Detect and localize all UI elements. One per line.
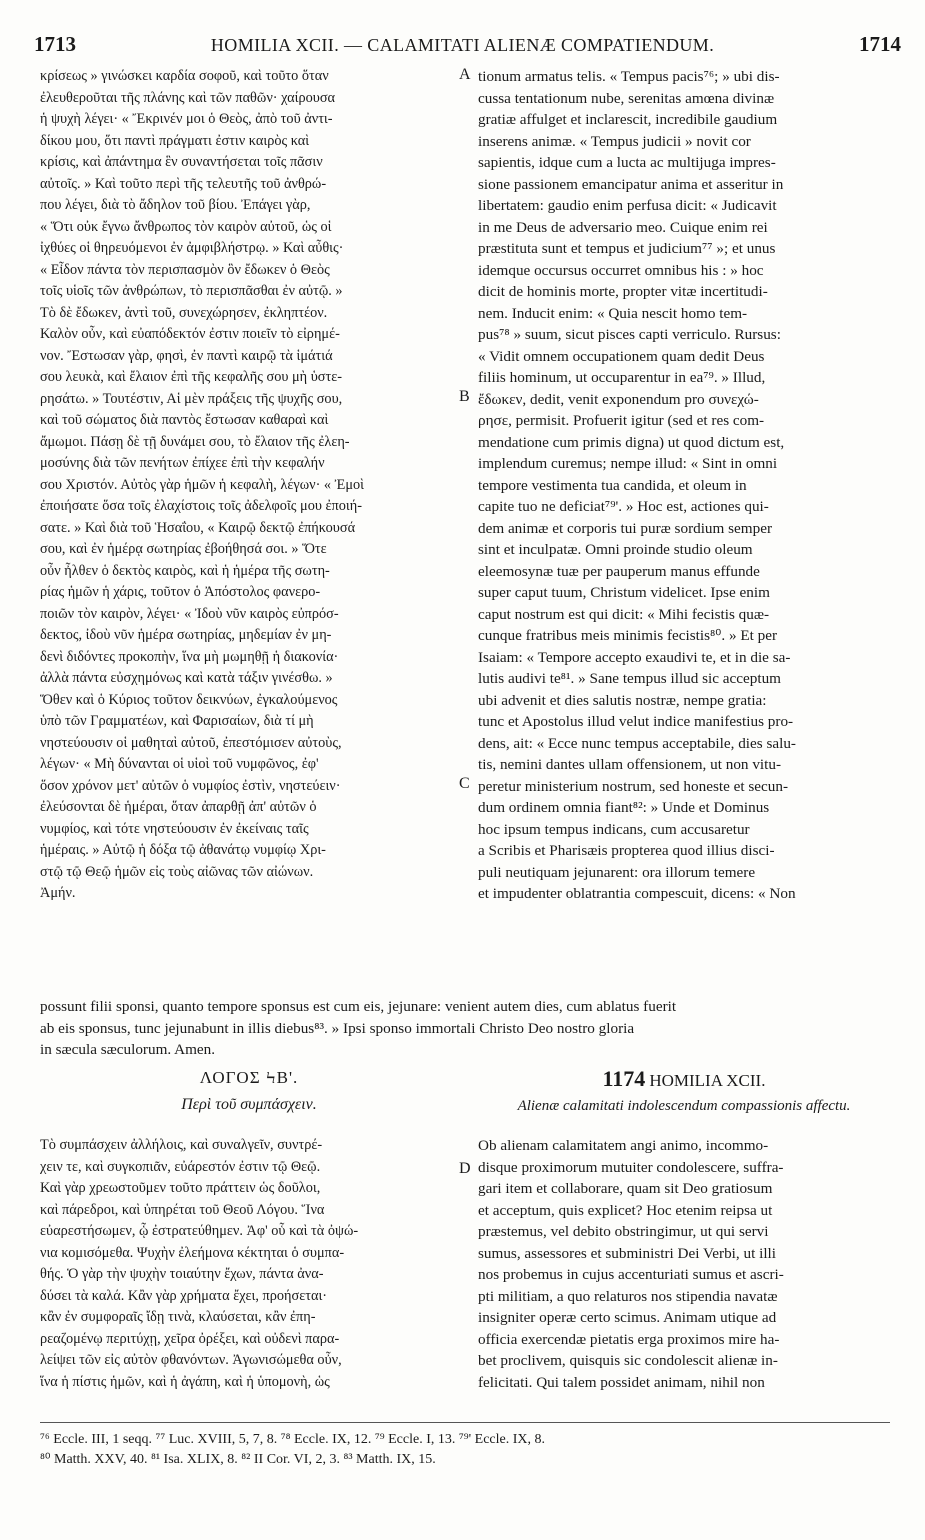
footnotes: [40, 1430, 890, 1470]
latin-text-line: tis, nemini dantes ullam offensionem, ut non vitu-: [478, 756, 782, 773]
latin-text-line: gratiæ affulget et inclarescit, incredibile gaudium: [478, 111, 778, 128]
greek-text-line: τοῖς υἱοῖς τῶν ἀνθρώπων, τὸ περισπᾶσθαι ἐν αὐτῷ. »: [40, 283, 343, 299]
greek-text-line: οὖν ἦλθεν ὁ δεκτὸς καιρὸς, καὶ ἡ ἡμέρα τῆς σωτη-: [40, 562, 330, 579]
latin-text-line: officia exercendæ pietatis erga proximos mire ha-: [478, 1330, 780, 1348]
latin-text-line: dem animæ et corporis tui puræ sordium semper: [478, 519, 772, 537]
latin-text-line: sione passionem emancipatur anima et asseritur in: [478, 175, 784, 193]
latin-text-line: capite tuo ne deficiat⁷⁹'. » Hoc est, actiones qui-: [478, 498, 769, 515]
latin-text-line: dens, ait: « Ecce nunc tempus acceptabile, dies salu-: [478, 734, 796, 752]
latin-text-line: nos probemus in cujus accenturiati sumus et ascri-: [478, 1266, 784, 1283]
latin-text-line: cunque fratribus meis minimis fecistis⁸⁰. » Et per: [478, 627, 778, 644]
greek-text-line: ἰχθύες οἱ θηρευόμενοι ἐν ἀμφιβλήστρῳ. » Καὶ αὖθις·: [40, 240, 344, 256]
greek-text-line: Καὶ γὰρ χρεωστοῦμεν τοῦτο πράττειν ὡς δοῦλοι,: [40, 1180, 321, 1196]
greek-text-line: κρίσεως » γινώσκει καρδία σοφοῦ, καὶ τοῦτο ὅταν: [40, 68, 329, 84]
latin-text-line: tionum armatus telis. « Tempus pacis⁷⁶; » ubi dis-: [478, 68, 780, 85]
greek-text-line: λέγων· « Μὴ δύνανται οἱ υἱοὶ τοῦ νυμφῶνος, ἐφ': [40, 756, 319, 772]
greek-text-line: σατε. » Καὶ διὰ τοῦ Ἡσαΐου, « Καιρῷ δεκτῷ ἐπήκουσά: [40, 519, 356, 536]
greek-text-line: ἡ ψυχὴ λέγει· « Ἔκρινέν μοι ὁ Θεὸς, ἀπὸ τοῦ ἀντι-: [40, 111, 333, 127]
latin-text-line: inserens animæ. « Tempus judicii » novit cor: [478, 132, 751, 150]
greek-text-line: ρεαζομένῳ περιτύχῃ, χεῖρα ὀρέξει, καὶ οὐδενὶ παρα-: [40, 1330, 340, 1347]
latin-text-line: tempore vestimenta tua candida, et oleum in: [478, 476, 747, 494]
latin-text-line: gari item et collaborare, quam sit Deo gratiosum: [478, 1180, 773, 1197]
latin-text-line: bet proclivem, quisquis sic condolescit alienæ in-: [478, 1352, 778, 1369]
greek-text-line: αὐτοῖς. » Καὶ τοῦτο περὶ τῆς τελευτῆς τοῦ ἀνθρώ-: [40, 175, 327, 192]
latin-text-line: filiis hominum, ut occuparentur in ea⁷⁹. » Illud,: [478, 369, 766, 386]
latin-column-bottom: [478, 1135, 890, 1393]
latin-text-line: insigniter operæ certo scimus. Animam utique ad: [478, 1309, 777, 1326]
latin-heading-number: 1174: [602, 1066, 646, 1091]
full-width-line: possunt filii sponsi, quanto tempore sponsus est cum eis, jejunare: venient autem dies, cum ablatus fuerit: [40, 998, 677, 1015]
margin-marker-d: D: [459, 1160, 471, 1177]
footnote-line: ⁷⁶ Eccle. III, 1 seqq. ⁷⁷ Luc. XVIII, 5, 7, 8. ⁷⁸ Eccle. IX, 12. ⁷⁹ Eccle. I, 13. ⁷⁹' Eccle. IX, 8.: [40, 1432, 545, 1447]
latin-text-line: et impudenter oblatrantia compescuit, dicens: « Non: [478, 885, 796, 902]
greek-text-line: δεκτος, ἰδοὺ νῦν ἡμέρα σωτηρίας, μηδεμίαν ἐν μη-: [40, 627, 332, 643]
latin-text-line: libertatem: gaudio enim perfusa dicit: « Judicavit: [478, 197, 777, 214]
greek-text-line: « Εἶδον πάντα τὸν περισπασμὸν ὃν ἔδωκεν ὁ Θεὸς: [40, 261, 330, 278]
latin-text-line: puli neutiquam jejunarent: ora illorum temere: [478, 863, 756, 881]
greek-text-line: νον. Ἔστωσαν γὰρ, φησὶ, ἐν παντὶ καιρῷ τὰ ἱμάτιά: [40, 347, 333, 364]
greek-text-line: νυμφίος, καὶ τότε νηστεύουσιν ἐν ἐκείναις ταῖς: [40, 820, 309, 837]
latin-text-line: « Vidit omnem occupationem quam dedit Deus: [478, 347, 765, 365]
greek-text-line: δενὶ διδόντες προκοπὴν, ἵνα μὴ μωμηθῇ ἡ διακονία·: [40, 648, 339, 665]
greek-text-line: « Ὅτι οὐκ ἔγνω ἄνθρωπος τὸν καιρὸν αὐτοῦ, ὡς οἱ: [40, 218, 332, 235]
latin-text-line: Isaiam: « Tempore accepto exaudivi te, et in die sa-: [478, 648, 791, 666]
running-title: HOMILIA XCII. — CALAMITATI ALIENÆ COMPATIENDUM.: [210, 35, 715, 55]
latin-text-line: ρησε, permisit. Profuerit igitur (sed et res com-: [478, 412, 765, 429]
greek-text-line: δίκου μου, ὅτι παντὶ πράγματι ἐστιν καιρὸς καὶ: [40, 132, 310, 149]
greek-text-line: νια κομισόμεθα. Ψυχὴν ἐλεήμονα κέκτηται ὁ συμπα-: [40, 1244, 345, 1261]
greek-text-line: σου Χριστόν. Αὐτὸς γὰρ ἡμῶν ἡ κεφαλὴ, λέγων· « Ἐμοὶ: [40, 476, 364, 493]
latin-text-line: præstituta sunt et tempus et judicium⁷⁷ »; et unus: [478, 240, 776, 257]
latin-text-line: lutis audivi te⁸¹. » Sane tempus illud sic acceptum: [478, 670, 781, 687]
greek-heading: [40, 1068, 458, 1114]
greek-text-line: Τὸ συμπάσχειν ἀλλήλοις, καὶ συναλγεῖν, συντρέ-: [40, 1137, 323, 1153]
greek-text-line: που λέγει, διὰ τὸ ἄδηλον τοῦ βίου. Ἐπάγει γὰρ,: [40, 197, 311, 213]
full-width-line: ab eis sponsus, tunc jejunabunt in illis diebus⁸³. » Ipsi sponso immortali Christo Deo nostro gloria: [40, 1019, 635, 1037]
greek-text-line: στῷ τῷ Θεῷ ἡμῶν εἰς τοὺς αἰῶνας τῶν αἰώνων.: [40, 863, 314, 880]
running-header: [0, 32, 925, 60]
greek-text-line: ὑπὸ τῶν Γραμματέων, καὶ Φαρισαίων, διὰ τί μὴ: [40, 713, 314, 729]
greek-heading-title: Περὶ τοῦ συμπάσχειν.: [181, 1096, 317, 1113]
greek-text-line: καὶ πάρεδροι, καὶ ὑπηρέται τοῦ Θεοῦ Λόγου. Ἵνα: [40, 1201, 325, 1218]
latin-text-line: hoc ipsum tempus indicans, cum accusaretur: [478, 820, 750, 838]
page-number-right: 1714: [859, 32, 901, 56]
footnote-rule: [40, 1422, 890, 1423]
latin-text-line: sumus, assessores et subministri Dei Verbi, ut illi: [478, 1244, 776, 1262]
greek-text-line: ποιῶν τὸν καιρὸν, λέγει· « Ἰδοὺ νῦν καιρὸς εὐπρόσ-: [40, 605, 339, 622]
latin-text-line: dicit de hominis morte, propter vitæ incertitudi-: [478, 283, 768, 300]
latin-text-line: Ob alienam calamitatem angi animo, incommo-: [478, 1137, 769, 1154]
greek-text-line: σου λευκὰ, καὶ ἔλαιον ἐπὶ τῆς κεφαλῆς σου μὴ ὑστε-: [40, 369, 343, 385]
greek-text-line: ἐλευθεροῦται τῆς πλάνης καὶ τῶν παθῶν· χαίρουσα: [40, 89, 336, 106]
greek-text-line: νηστεύουσιν οἱ μαθηταὶ αὐτοῦ, ἐπεστόμισεν αὐτοὺς,: [40, 734, 342, 751]
greek-text-line: χειν τε, καὶ συγκοπιᾶν, εὐάρεστόν ἐστιν τῷ Θεῷ.: [40, 1158, 321, 1175]
greek-text-line: κἂν ἐν συμφοραῖς ἴδῃ τινὰ, κλαύσεται, κἂν ἐπη-: [40, 1309, 316, 1325]
latin-text-line: caput nostrum est qui dicit: « Mihi fecistis quæ-: [478, 605, 770, 623]
latin-text-line: sapientis, idque cum a lucta ac multijuga impres-: [478, 154, 776, 171]
latin-text-line: nem. Inducit enim: « Quia nescit homo tem-: [478, 304, 748, 322]
greek-column-top: [40, 66, 458, 905]
latin-heading-title: Alienæ calamitati indolescendum compassionis affectu.: [517, 1098, 851, 1114]
greek-text-line: λείψει τῶν εἰς αὐτὸν φθανόντων. Ἀγωνισώμεθα οὖν,: [40, 1352, 342, 1368]
latin-text-line: dum ordinem omnia fiant⁸²: » Unde et Dominus: [478, 799, 770, 816]
greek-text-line: ἄμωμοι. Πάσῃ δὲ τῇ δυνάμει σου, τὸ ἔλαιον τῆς ἐλεη-: [40, 433, 350, 450]
latin-text-line: a Scribis et Pharisæis propterea quod illius disci-: [478, 842, 775, 859]
greek-text-line: ἵνα ἡ πίστις ἡμῶν, καὶ ἡ ἀγάπη, καὶ ἡ ὑπομονὴ, ὡς: [40, 1373, 330, 1390]
page-number-left: 1713: [34, 32, 76, 56]
greek-text-line: ἐλεύσονται δὲ ἡμέραι, ὅταν ἀπαρθῇ ἀπ' αὐτῶν ὁ: [40, 799, 317, 815]
latin-heading-homilia: HOMILIA XCII.: [649, 1071, 766, 1090]
latin-text-line: et acceptum, quis explicet? Hoc etenim reipsa ut: [478, 1201, 773, 1219]
latin-text-line: mendatione cum primis digna) ut quod dictum est,: [478, 433, 785, 451]
greek-text-line: ρίας ἡμῶν ἡ χάρις, τοῦτον ὁ Ἀπόστολος φανερο-: [40, 584, 321, 600]
greek-text-line: ἀλλὰ πάντα εὐσχημόνως καὶ κατὰ τάξιν γινέσθω. »: [40, 670, 333, 686]
greek-text-line: μοσύνης διὰ τῶν πενήτων ἐπίχεε ἐπὶ τὴν κεφαλήν: [40, 455, 325, 471]
latin-text-line: præstemus, vel debito obstringimur, ut qui servi: [478, 1223, 769, 1240]
greek-column-bottom: [40, 1135, 458, 1393]
greek-text-line: ἐποιήσατε ὅσα τοῖς ἐλαχίστοις τοῖς ἀδελφοῖς μου ἐποιή-: [40, 498, 362, 514]
greek-text-line: εὐαρεστήσωμεν, ᾧ ἐστρατεύθημεν. Ἀφ' οὗ καὶ τὰ ὀψώ-: [40, 1223, 359, 1239]
greek-text-line: Καλὸν οὖν, καὶ εὐαπόδεκτόν ἐστιν ποιεῖν τὸ εἰρημέ-: [40, 326, 340, 342]
latin-text-line: super caput tuum, Christum videlicet. Ipse enim: [478, 584, 770, 601]
latin-text-line: ἔδωκεν, dedit, venit exponendum pro συνεχώ-: [478, 390, 759, 408]
greek-text-line: Ἀμήν.: [40, 885, 76, 901]
greek-text-line: καὶ τοῦ σώματος διὰ παντὸς ἔστωσαν καθαραὶ καὶ: [40, 412, 329, 428]
greek-text-line: ἡμέραις. » Αὐτῷ ἡ δόξα τῷ ἀθανάτῳ νυμφίῳ Χρι-: [40, 842, 326, 858]
footnote-line: ⁸⁰ Matth. XXV, 40. ⁸¹ Isa. XLIX, 8. ⁸² II Cor. VI, 2, 3. ⁸³ Matth. IX, 15.: [40, 1452, 436, 1467]
latin-text-line: pti militiam, a quo relaturos nos stipendia navatæ: [478, 1287, 778, 1305]
greek-text-line: κρίσις, καὶ ἀπάντημα ἓν συναντήσεται τοῖς πᾶσιν: [40, 154, 323, 170]
full-width-paragraph: [40, 996, 890, 1061]
margin-marker-a: A: [459, 66, 471, 83]
greek-text-line: θής. Ὁ γὰρ τὴν ψυχὴν τοιαύτην ἔχων, πάντα ἀνα-: [40, 1266, 324, 1282]
margin-marker-c: C: [459, 775, 470, 792]
greek-logos-number: ΛΟΓΟΣ ϞΒ'.: [199, 1068, 299, 1087]
greek-text-line: ρησάτω. » Τουτέστιν, Αἱ μὲν πράξεις τῆς ψυχῆς σου,: [40, 390, 343, 407]
latin-text-line: idemque occursus occurret omnibus his : » hoc: [478, 261, 764, 279]
full-width-line: in sæcula sæculorum. Amen.: [40, 1041, 216, 1058]
latin-text-line: eleemosynæ tuæ per pauperum manus effunde: [478, 562, 760, 580]
latin-text-line: disque proximorum mutuiter condolescere, suffra-: [478, 1158, 784, 1176]
latin-text-line: tunc et Apostolus illud velut indice manifestius pro-: [478, 713, 794, 730]
latin-text-line: felicitati. Qui talem possidet animam, nihil non: [478, 1373, 765, 1391]
latin-text-line: implendum curemus; nempe illud: « Sint in omni: [478, 455, 778, 472]
latin-text-line: sint et inculpatæ. Omni proinde studio oleum: [478, 541, 753, 558]
latin-text-line: cussa tentationum nube, serenitas amœna divinæ: [478, 89, 775, 107]
latin-heading: [478, 1066, 890, 1115]
greek-text-line: ὅσον χρόνον μετ' αὐτῶν ὁ νυμφίος ἐστὶν, νηστεύειν·: [40, 777, 341, 794]
latin-text-line: in me Deus de adversario meo. Cuique enim rei: [478, 218, 768, 236]
greek-text-line: δύσει τὰ καλά. Κἂν γὰρ χρήματα ἔχει, προήσεται·: [40, 1287, 328, 1304]
margin-marker-b: B: [459, 388, 470, 405]
latin-text-line: ubi advenit et dies salutis nostræ, nempe gratia:: [478, 691, 767, 709]
latin-column-top: [478, 66, 890, 905]
greek-text-line: Ὅθεν καὶ ὁ Κύριος τοῦτον δεικνύων, ἐγκαλούμενος: [40, 691, 338, 708]
greek-text-line: Τὸ δὲ ἔδωκεν, ἀντὶ τοῦ, συνεχώρησεν, ἐκληπτέον.: [40, 304, 328, 321]
latin-text-line: peretur ministerium nostrum, sed honeste et secun-: [478, 777, 789, 795]
greek-text-line: σου, καὶ ἐν ἡμέρᾳ σωτηρίας ἐβοήθησά σοι. » Ὅτε: [40, 541, 327, 557]
latin-text-line: pus⁷⁸ » suum, sicut pisces capti verriculo. Rursus:: [478, 326, 781, 343]
